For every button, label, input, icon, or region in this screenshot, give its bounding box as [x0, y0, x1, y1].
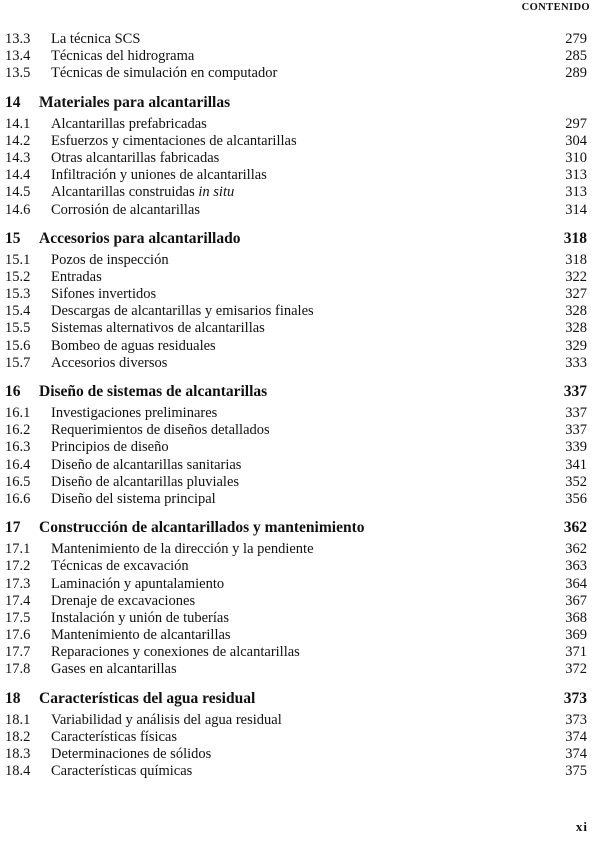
section-title-text: Reparaciones y conexiones de alcantarillas [51, 644, 300, 661]
section-title-text: Corrosión de alcantarillas [51, 201, 200, 218]
section-title [51, 439, 169, 456]
section-page: 374 [565, 728, 587, 745]
section-title-text: Determinaciones de sólidos [51, 746, 212, 762]
section-title-text: Variabilidad y análisis del agua residual [51, 711, 282, 728]
section-title [51, 320, 265, 337]
section-title-text: Pozos de inspección [51, 251, 169, 268]
section-title-text: Mantenimiento de alcantarillas [51, 627, 231, 644]
section-title-text: Diseño del sistema principal [51, 490, 216, 507]
section-title [51, 116, 207, 133]
section-title [51, 338, 216, 355]
chapter-page: 362 [563, 519, 587, 537]
toc-entry [0, 150, 600, 167]
section-title-text: Diseño de alcantarillas pluviales [51, 473, 240, 490]
section-title-text: Técnicas del hidrograma [51, 48, 195, 65]
section-number: 17.7 [5, 644, 31, 661]
toc-entry [0, 439, 600, 456]
toc-entry [0, 167, 600, 184]
section-title [51, 133, 297, 150]
section-title-text: Otras alcantarillas fabricadas [51, 149, 220, 166]
section-title [51, 627, 231, 644]
section-page: 318 [565, 251, 587, 268]
section-page: 297 [565, 115, 587, 132]
chapter-page: 318 [563, 229, 587, 247]
toc-entry [0, 48, 600, 65]
chapter-num: 18 [5, 689, 21, 707]
section-number: 14.1 [5, 115, 31, 132]
section-page: 367 [565, 592, 587, 609]
toc-entry [0, 729, 600, 746]
section-number: 17.3 [5, 575, 31, 592]
chapter-num: 16 [5, 383, 21, 400]
section-page: 356 [565, 490, 587, 507]
section-number: 14.4 [5, 167, 31, 184]
section-page: 333 [565, 354, 587, 371]
section-number: 17.2 [5, 558, 31, 575]
section-title-text: Diseño de alcantarillas sanitarias [51, 456, 242, 473]
toc-entry [0, 644, 600, 661]
chapter-page: 373 [563, 689, 587, 707]
section-title [51, 593, 195, 610]
section-title [51, 355, 167, 372]
section-title [51, 269, 102, 286]
toc-entry [0, 116, 600, 133]
chapter-title: Accesorios para alcantarillado [39, 229, 241, 247]
section-title [51, 541, 314, 558]
section-title-text: Mantenimiento de la dirección y la pendiente [51, 541, 314, 558]
section-page: 313 [565, 184, 587, 201]
toc-entry [0, 712, 600, 729]
section-number: 15.7 [5, 354, 31, 371]
section-title-text: Requerimientos de diseños detallados [51, 422, 270, 439]
section-number: 18.1 [5, 711, 31, 728]
section-title [51, 405, 217, 422]
section-title-text: Laminación y apuntalamiento [51, 575, 225, 592]
section-number: 16.1 [5, 405, 31, 421]
toc-entry [0, 184, 600, 201]
section-title [51, 252, 169, 269]
section-number: 13.4 [5, 48, 31, 65]
section-title [51, 610, 229, 627]
section-title-text: Accesorios diversos [51, 354, 168, 371]
toc-entry [0, 746, 600, 763]
section-number: 15.5 [5, 320, 31, 337]
section-page: 352 [565, 473, 587, 490]
section-title-text: Investigaciones preliminares [51, 405, 218, 421]
section-number: 14.5 [5, 184, 31, 201]
section-number: 18.4 [5, 763, 31, 780]
section-page: 322 [565, 268, 587, 285]
section-title-text: Esfuerzos y cimentaciones de alcantarillas [51, 132, 297, 149]
section-title-text: Gases en alcantarillas [51, 661, 177, 678]
section-title [51, 474, 239, 491]
section-page: 341 [565, 456, 587, 473]
section-number: 17.4 [5, 592, 31, 609]
toc-entry [0, 320, 600, 337]
section-title-text: Principios de diseño [51, 439, 169, 456]
section-page: 339 [565, 439, 587, 456]
section-number: 16.6 [5, 490, 31, 507]
section-page: 375 [565, 763, 587, 780]
section-title-text: Características físicas [51, 728, 178, 745]
section-number: 18.3 [5, 746, 31, 762]
toc-entry [0, 405, 600, 422]
section-title [51, 457, 241, 474]
section-title-text: Infiltración y uniones de alcantarillas [51, 167, 267, 184]
section-title [51, 422, 270, 439]
section-number: 17.5 [5, 609, 31, 626]
toc-entry [0, 303, 600, 320]
section-page: 328 [565, 303, 587, 320]
section-title [51, 763, 192, 780]
toc-entry [0, 252, 600, 269]
chapter-heading [0, 93, 600, 112]
section-page: 285 [565, 48, 587, 65]
section-page: 327 [565, 286, 587, 303]
chapter-page: 337 [563, 383, 587, 400]
section-page: 364 [565, 575, 587, 592]
section-number: 15.6 [5, 337, 31, 354]
section-number: 16.5 [5, 473, 31, 490]
section-number: 13.5 [5, 65, 31, 82]
page-number: xi [575, 819, 588, 834]
section-title-text: Sistemas alternativos de alcantarillas [51, 320, 265, 337]
section-number: 15.2 [5, 268, 31, 285]
section-page: 369 [565, 627, 587, 644]
section-page: 304 [565, 132, 587, 149]
section-title [51, 746, 211, 763]
section-title [51, 644, 300, 661]
toc-entry [0, 491, 600, 508]
chapter-heading [0, 229, 600, 248]
section-page: 310 [565, 149, 587, 166]
chapter-title: Construcción de alcantarillados y mantenimiento [39, 519, 365, 537]
section-title [51, 491, 216, 508]
section-page: 374 [565, 746, 587, 762]
toc-entry [0, 627, 600, 644]
section-page: 314 [565, 201, 587, 218]
toc-entry [0, 65, 600, 82]
section-title-text: Instalación y unión de tuberías [51, 609, 229, 626]
section-title-text: Entradas [51, 268, 102, 285]
section-number: 17.1 [5, 541, 31, 558]
section-number: 17.6 [5, 627, 31, 644]
section-title [51, 576, 224, 593]
section-title [51, 303, 314, 320]
chapter-num: 15 [5, 229, 21, 247]
section-page: 371 [565, 644, 587, 661]
toc-entry [0, 541, 600, 558]
chapter-title: Diseño de sistemas de alcantarillas [39, 383, 268, 400]
toc-entry [0, 661, 600, 678]
section-number: 17.8 [5, 661, 31, 678]
section-title [51, 150, 219, 167]
toc-entry [0, 269, 600, 286]
toc-entry [0, 457, 600, 474]
section-page: 373 [565, 711, 587, 728]
section-page: 337 [565, 405, 587, 421]
toc-entry [0, 558, 600, 575]
section-page: 279 [565, 31, 587, 47]
section-title-text: Características químicas [51, 763, 193, 780]
section-page: 362 [565, 541, 587, 558]
section-page: 329 [565, 337, 587, 354]
chapter-num: 17 [5, 519, 21, 537]
toc-entry [0, 763, 600, 780]
toc-entry [0, 576, 600, 593]
section-title-text: Técnicas de simulación en computador [51, 65, 278, 82]
section-page: 368 [565, 609, 587, 626]
section-title [51, 712, 282, 729]
section-title [51, 202, 200, 219]
section-title [51, 65, 277, 82]
section-title [51, 729, 177, 746]
section-number: 13.3 [5, 31, 31, 47]
toc-entry [0, 355, 600, 372]
chapter-heading [0, 689, 600, 708]
section-title-text: Bombeo de aguas residuales [51, 337, 216, 354]
section-page: 313 [565, 167, 587, 184]
section-title-text: Descargas de alcantarillas y emisarios finales [51, 303, 314, 320]
section-title-text: La técnica SCS [51, 31, 141, 47]
chapter-num: 14 [5, 93, 21, 111]
section-number: 15.1 [5, 251, 31, 268]
section-title-text: Sifones invertidos [51, 286, 157, 303]
chapter-title: Características del agua residual [39, 689, 256, 707]
section-page: 328 [565, 320, 587, 337]
section-title [51, 31, 140, 48]
chapter-title: Materiales para alcantarillas [39, 93, 231, 111]
section-title [51, 184, 234, 201]
section-number: 15.3 [5, 286, 31, 303]
section-number: 16.2 [5, 422, 31, 439]
section-title-text: Alcantarillas prefabricadas [51, 115, 207, 132]
section-title [51, 558, 189, 575]
running-head: CONTENIDO [521, 2, 590, 13]
section-number: 15.4 [5, 303, 31, 320]
chapter-heading [0, 382, 600, 401]
section-number: 16.3 [5, 439, 31, 456]
section-number: 16.4 [5, 456, 31, 473]
section-page: 289 [565, 65, 587, 82]
table-of-contents [0, 31, 600, 780]
toc-entry [0, 593, 600, 610]
section-number: 14.6 [5, 201, 31, 218]
toc-entry [0, 286, 600, 303]
section-title [51, 661, 177, 678]
toc-entry [0, 422, 600, 439]
section-title [51, 286, 156, 303]
section-title [51, 48, 194, 65]
toc-entry [0, 338, 600, 355]
section-title-text: Drenaje de excavaciones [51, 592, 196, 609]
toc-entry [0, 133, 600, 150]
section-title [51, 167, 267, 184]
section-page: 372 [565, 661, 587, 678]
section-page: 363 [565, 558, 587, 575]
toc-entry [0, 474, 600, 491]
toc-entry [0, 31, 600, 48]
section-number: 18.2 [5, 728, 31, 745]
section-page: 337 [565, 422, 587, 439]
section-title-italic: in situ [198, 184, 235, 201]
section-title-text: Técnicas de excavación [51, 558, 189, 575]
section-number: 14.3 [5, 149, 31, 166]
chapter-heading [0, 518, 600, 537]
toc-entry [0, 610, 600, 627]
toc-entry [0, 202, 600, 219]
section-title-text: Alcantarillas construidas [51, 184, 199, 201]
section-number: 14.2 [5, 132, 31, 149]
